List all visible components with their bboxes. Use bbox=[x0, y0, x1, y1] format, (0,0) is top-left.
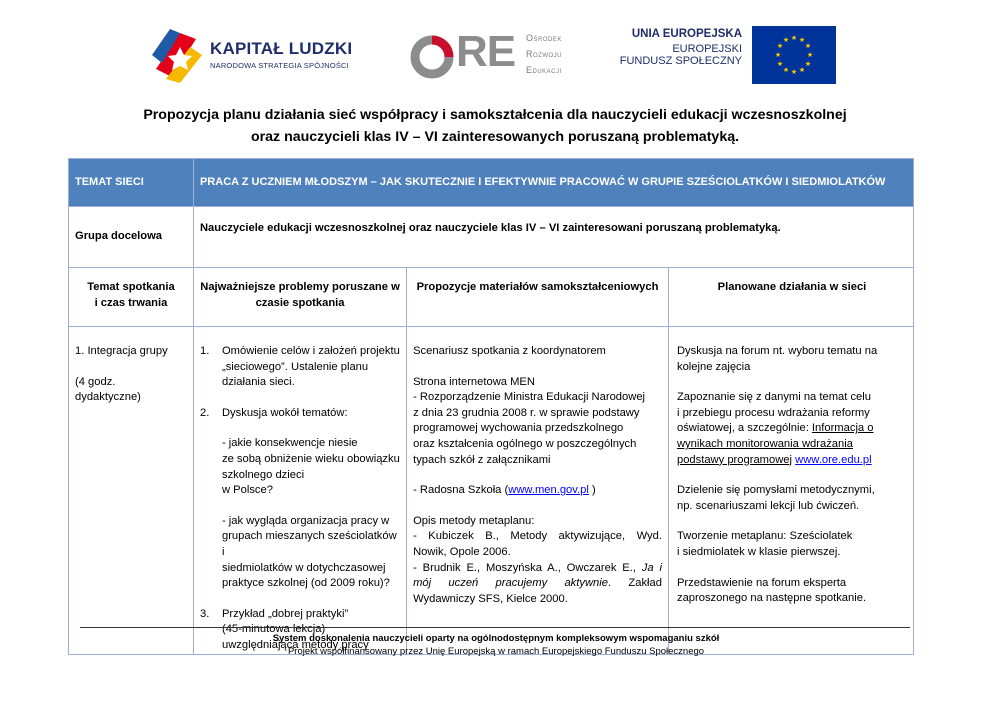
eu-flag-icon bbox=[752, 26, 836, 84]
problem-sub-1 bbox=[194, 436, 406, 498]
material-men-line3: programowej wychowania przedszkolnego bbox=[413, 422, 624, 435]
svg-text:★: ★ bbox=[804, 42, 812, 50]
kapital-ludzki-title: KAPITAŁ LUDZKI bbox=[210, 39, 353, 58]
monitoring-report-link-part3[interactable]: podstawy programowej bbox=[676, 453, 793, 466]
brudnik-title-part2: mój uczeń pracujemy aktywnie bbox=[413, 577, 608, 590]
problem-item-2 bbox=[194, 406, 406, 422]
svg-text:★: ★ bbox=[790, 34, 798, 42]
action-3-line1: Dzielenie się pomysłami metodycznymi, bbox=[676, 484, 875, 497]
kapital-ludzki-logo bbox=[150, 25, 360, 85]
radosna-prefix: - Radosna Szkoła ( bbox=[413, 484, 509, 497]
material-scenario: Scenariusz spotkania z koordynatorem bbox=[413, 345, 606, 357]
action-4-line1: Tworzenie metaplanu: Sześciolatek bbox=[676, 530, 853, 543]
problem-item-1 bbox=[194, 344, 406, 391]
eu-line3: FUNDUSZ SPOŁECZNY bbox=[619, 55, 742, 67]
eu-line2: EUROPEJSKI bbox=[672, 43, 742, 55]
header-row bbox=[69, 159, 914, 207]
problem-3-line1: Przykład „dobrej praktyki” bbox=[221, 607, 349, 620]
col2-line2: czasie spotkania bbox=[255, 296, 345, 309]
material-brudnik-line3: Wydawniczy SFS, Kielce 2000. bbox=[413, 592, 568, 605]
problem-number-3: 3. bbox=[199, 607, 210, 620]
material-brudnik-line2 bbox=[413, 576, 662, 592]
svg-text:★: ★ bbox=[782, 36, 790, 44]
action-2-line3 bbox=[677, 421, 907, 437]
brudnik-publisher-part1: . Zakład bbox=[607, 577, 662, 590]
svg-text:★: ★ bbox=[806, 51, 814, 59]
svg-text:★: ★ bbox=[804, 60, 812, 68]
col2-line1: Najważniejsze problemy poruszane w bbox=[200, 281, 400, 293]
col-header-problems bbox=[193, 268, 406, 327]
material-men-line2: z dnia 23 grudnia 2008 r. w sprawie podstawy bbox=[413, 406, 640, 419]
sub2-line4: praktyce szkolnej (od 2009 roku)? bbox=[221, 577, 390, 590]
material-kubiczek-line2: Nowik, Opole 2006. bbox=[413, 545, 511, 558]
ore-link[interactable]: www.ore.edu.pl bbox=[795, 453, 872, 466]
col-header-topic bbox=[69, 268, 194, 327]
sub1-line2: ze sobą obniżenie wieku obowiązku bbox=[221, 452, 400, 465]
actions-cell bbox=[668, 327, 913, 655]
problem-2-text: Dyskusja wokół tematów: bbox=[221, 406, 348, 419]
brudnik-title-part1: Ja i bbox=[641, 561, 662, 574]
header-label: TEMAT SIECI bbox=[69, 159, 194, 207]
header-value: PRACA Z UCZNIEM MŁODSZYM – JAK SKUTECZNIE I EFEKTYWNIE PRACOWAĆ W GRUPIE SZEŚCIOLATKÓW I SIEDMIOLATKÓW bbox=[193, 159, 913, 207]
material-men-line4: oraz kształcenia ogólnego w poszczególnych bbox=[413, 437, 637, 450]
document-title bbox=[60, 104, 930, 148]
problem-sub-2 bbox=[194, 514, 406, 592]
problem-1-line1: Omówienie celów i założeń projektu bbox=[221, 345, 400, 357]
svg-text:★: ★ bbox=[776, 60, 784, 68]
monitoring-report-link-part1[interactable]: Informacja o bbox=[811, 422, 874, 435]
men-link[interactable]: www.men.gov.pl bbox=[508, 484, 589, 497]
ore-line1: Ośrodek bbox=[526, 33, 562, 43]
duration-line1: (4 godz. bbox=[75, 375, 116, 388]
target-label: Grupa docelowa bbox=[69, 207, 194, 268]
problem-1-line2: „sieciowego”. Ustalenie planu bbox=[221, 360, 369, 373]
footer-line1: System doskonalenia nauczycieli oparty na ogólnodostępnym kompleksowym wspomaganiu szkół bbox=[272, 633, 720, 644]
column-header-row bbox=[69, 268, 914, 327]
col-header-materials: Propozycje materiałów samokształceniowych bbox=[407, 268, 669, 327]
problem-1-line3: działania sieci. bbox=[221, 376, 295, 389]
sub1-line1: - jakie konsekwencje niesie bbox=[221, 437, 358, 450]
meeting-row bbox=[69, 327, 914, 655]
materials-cell bbox=[407, 327, 669, 655]
radosna-suffix: ) bbox=[588, 484, 596, 497]
action-2-prefix: oświatowej, a szczególnie: bbox=[676, 422, 812, 435]
eu-logo bbox=[619, 26, 834, 86]
material-kubiczek-line1: - Kubiczek B., Metody aktywizujące, Wyd. bbox=[413, 530, 662, 543]
col1-line2: i czas trwania bbox=[94, 296, 168, 309]
action-1-line1: Dyskusja na forum nt. wyboru tematu na bbox=[676, 345, 878, 357]
ore-side-text bbox=[526, 30, 562, 78]
footer-line2: Projekt współfinansowany przez Unię Europejską w ramach Europejskiego Funduszu Społecznego bbox=[287, 646, 705, 657]
sub1-line4: w Polsce? bbox=[221, 484, 273, 497]
ore-o-mark bbox=[410, 35, 454, 79]
material-men-title: Strona internetowa MEN bbox=[413, 375, 535, 388]
ore-logo bbox=[408, 25, 588, 87]
svg-text:★: ★ bbox=[782, 66, 790, 74]
action-5-line1: Przedstawienie na forum eksperta bbox=[676, 576, 847, 589]
brudnik-authors: - Brudnik E., Moszyńska A., Owczarek E., bbox=[413, 561, 642, 574]
plan-table bbox=[68, 158, 914, 655]
title-line1: Propozycja planu działania sieć współpracy i samokształcenia dla nauczycieli edukacji wczesnoszkolnej bbox=[143, 107, 847, 123]
footer-divider bbox=[80, 627, 910, 628]
title-line2: oraz nauczycieli klas IV – VI zainteresowanych poruszaną problematyką. bbox=[250, 129, 740, 145]
sub1-line3: szkolnego dzieci bbox=[221, 468, 305, 481]
kapital-ludzki-subtitle: NARODOWA STRATEGIA SPÓJNOŚCI bbox=[210, 61, 349, 70]
action-5-line2: zaproszonego na następne spotkanie. bbox=[676, 592, 867, 605]
ore-line3: Edukacji bbox=[526, 65, 562, 75]
kapital-ludzki-mark bbox=[150, 25, 206, 85]
col1-line1: Temat spotkania bbox=[87, 281, 175, 293]
material-men-line5: typach szkół z załącznikami bbox=[413, 453, 551, 466]
target-value: Nauczyciele edukacji wczesnoszkolnej oraz nauczyciele klas IV – VI zainteresowani poruszaną problematyką. bbox=[193, 207, 913, 268]
action-2-line2: i przebiegu procesu wdrażania reformy bbox=[676, 406, 870, 419]
ore-line2: Rozwoju bbox=[526, 49, 562, 59]
sub2-line1: - jak wygląda organizacja pracy w bbox=[221, 514, 390, 527]
topic-cell bbox=[69, 327, 194, 655]
material-radosna-szkola bbox=[413, 483, 662, 499]
svg-text:★: ★ bbox=[774, 51, 782, 59]
material-metaplan-title: Opis metody metaplanu: bbox=[413, 514, 535, 527]
action-4-line2: i siedmiolatek w klasie pierwszej. bbox=[676, 545, 841, 558]
problem-number-2: 2. bbox=[199, 406, 210, 419]
problems-cell bbox=[193, 327, 406, 655]
problem-3-line3: uwzględniająca metody pracy bbox=[221, 638, 369, 651]
sub2-line2: grupach mieszanych sześciolatków i bbox=[221, 530, 397, 558]
svg-text:★: ★ bbox=[776, 42, 784, 50]
problem-3-line2: (45-minutowa lekcja) bbox=[221, 623, 326, 636]
topic-name: 1. Integracja grupy bbox=[75, 345, 168, 357]
svg-text:★: ★ bbox=[790, 68, 798, 76]
svg-text:★: ★ bbox=[798, 36, 806, 44]
material-men-line1: - Rozporządzenie Ministra Edukacji Narodowej bbox=[413, 391, 646, 404]
material-brudnik-line1 bbox=[413, 561, 662, 577]
logo-bar bbox=[0, 0, 992, 95]
target-row bbox=[69, 207, 914, 268]
action-3-line2: np. scenariuszami lekcji lub ćwiczeń. bbox=[676, 499, 860, 512]
action-1-line2: kolejne zajęcia bbox=[676, 360, 751, 373]
monitoring-report-link-part2[interactable]: wynikach monitorowania wdrażania bbox=[676, 437, 853, 450]
eu-line1: UNIA EUROPEJSKA bbox=[631, 28, 742, 40]
duration-line2: dydaktyczne) bbox=[75, 391, 141, 404]
action-2-line5 bbox=[677, 453, 907, 469]
col-header-actions: Planowane działania w sieci bbox=[668, 268, 913, 327]
sub2-line3: siedmiolatków w dotychczasowej bbox=[221, 561, 386, 574]
ore-wordmark: RE bbox=[456, 27, 516, 76]
svg-text:★: ★ bbox=[798, 66, 806, 74]
action-2-line1: Zapoznanie się z danymi na temat celu bbox=[676, 391, 871, 404]
problem-number-1: 1. bbox=[199, 345, 210, 357]
